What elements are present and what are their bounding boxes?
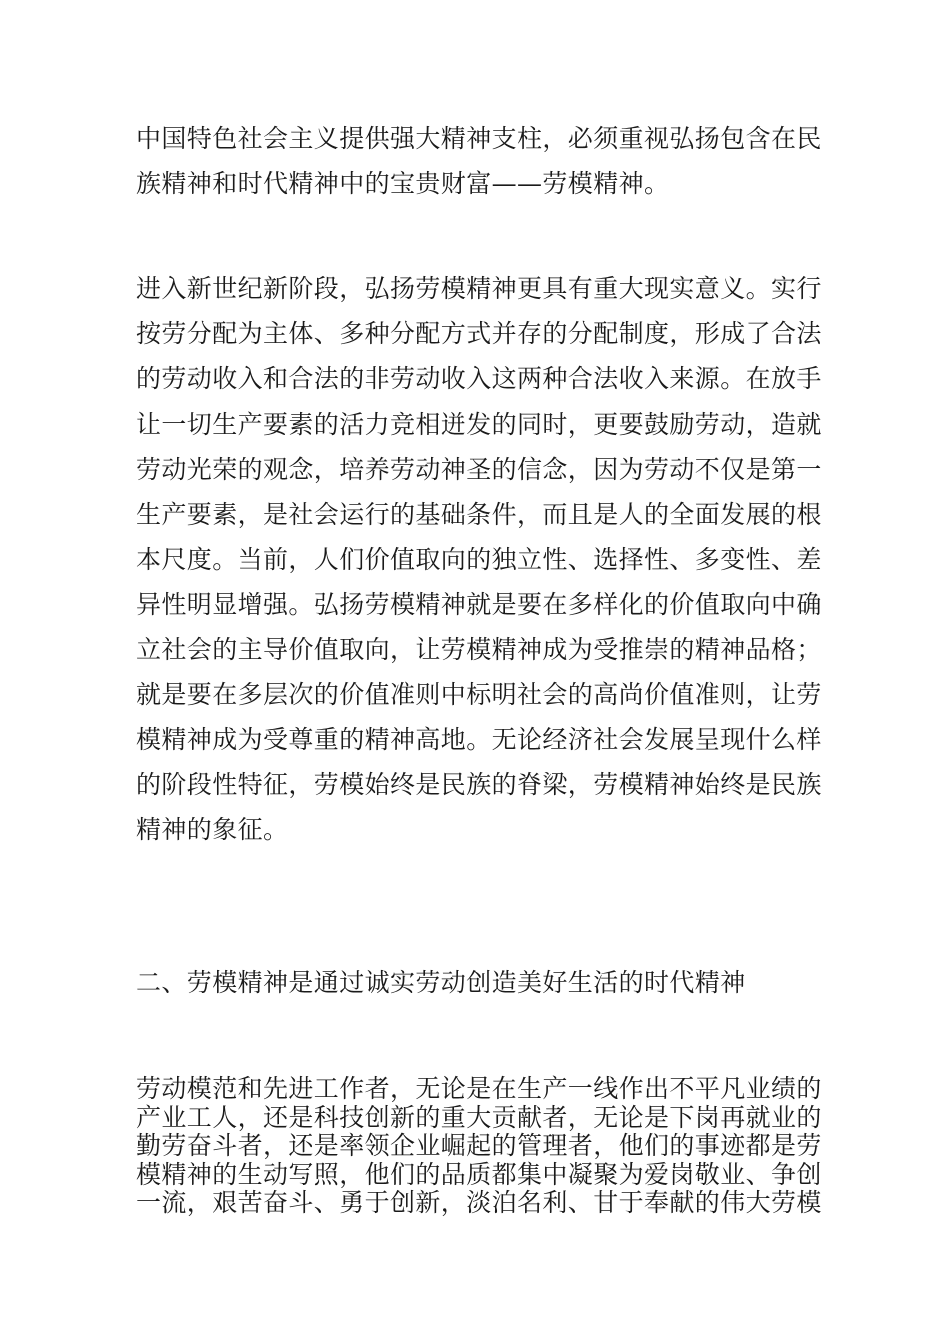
section-heading-text: 二、劳模精神是通过诚实劳动创造美好生活的时代精神 (136, 968, 746, 997)
text-line: 生产要素，是社会运行的基础条件，而且是人的全面发展的根 (136, 500, 822, 529)
text-line: 族精神和时代精神中的宝贵财富——劳模精神。 (136, 169, 670, 198)
text-line: 按劳分配为主体、多种分配方式并存的分配制度，形成了合法 (136, 319, 822, 348)
text-line: 精神的象征。 (136, 815, 289, 844)
text-line: 产业工人，还是科技创新的重大贡献者，无论是下岗再就业的 (136, 1103, 822, 1132)
text-line: 异性明显增强。弘扬劳模精神就是要在多样化的价值取向中确 (136, 590, 822, 619)
text-line: 让一切生产要素的活力竞相迸发的同时，更要鼓励劳动，造就 (136, 410, 822, 439)
text-line: 模精神成为受尊重的精神高地。无论经济社会发展呈现什么样 (136, 725, 822, 754)
text-line: 一流，艰苦奋斗、勇于创新，淡泊名利、甘于奉献的伟大劳模 (136, 1188, 822, 1217)
text-line: 勤劳奋斗者，还是率领企业崛起的管理者，他们的事迹都是劳 (136, 1131, 822, 1160)
text-line: 立社会的主导价值取向，让劳模精神成为受推崇的精神品格； (136, 635, 822, 664)
text-line: 就是要在多层次的价值准则中标明社会的高尚价值准则，让劳 (136, 680, 822, 709)
text-line: 中国特色社会主义提供强大精神支柱，必须重视弘扬包含在民 (136, 124, 822, 153)
text-line: 本尺度。当前，人们价值取向的独立性、选择性、多变性、差 (136, 545, 822, 574)
text-line: 模精神的生动写照，他们的品质都集中凝聚为爱岗敬业、争创 (136, 1160, 822, 1189)
text-line: 进入新世纪新阶段，弘扬劳模精神更具有重大现实意义。实行 (136, 274, 822, 303)
text-line: 的劳动收入和合法的非劳动收入这两种合法收入来源。在放手 (136, 364, 822, 393)
text-line: 的阶段性特征，劳模始终是民族的脊梁，劳模精神始终是民族 (136, 770, 822, 799)
text-line: 劳动模范和先进工作者，无论是在生产一线作出不平凡业绩的 (136, 1074, 822, 1103)
text-line: 劳动光荣的观念，培养劳动神圣的信念，因为劳动不仅是第一 (136, 455, 822, 484)
